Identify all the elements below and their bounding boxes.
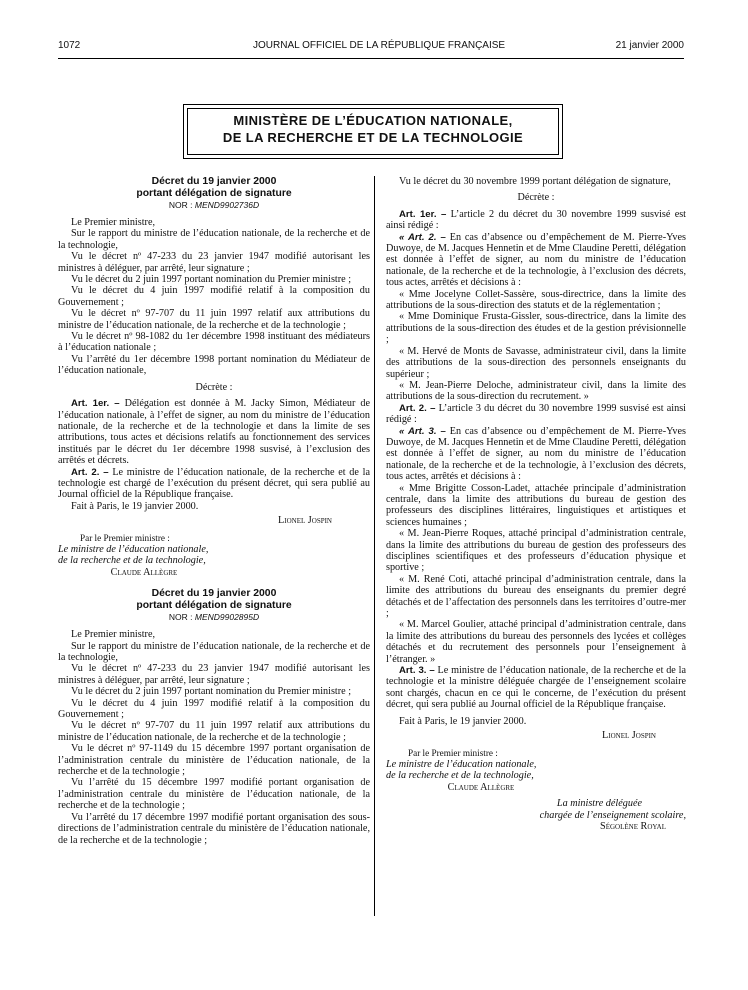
running-header: [58, 40, 684, 54]
decree1-title-2: portant délégation de signature: [136, 188, 292, 199]
decree2-quote-1-item: « M. Hervé de Monts de Savasse, administrateur civil, dans la limite des attributions de la sous-direction des personnels enseignants du supérieur ;: [386, 345, 686, 380]
decree1-nor: [58, 200, 370, 211]
decree1-minister-title-1: Le ministre de l’éducation nationale,: [58, 543, 209, 555]
decree2-fait: Fait à Paris, le 19 janvier 2000.: [399, 715, 527, 727]
decree2-minister-name: Claude Allègre: [447, 781, 515, 793]
decree1-article-1: [58, 398, 370, 466]
decree2-title-2: portant délégation de signature: [136, 600, 292, 612]
decree2-visa: Vu l’arrêté du 17 décembre 1997 modifié portant organisation des sous-directions de l’administration centrale du ministère de l’éducation nationale, de la recherche et de la technologie ;: [58, 811, 370, 846]
decree2-decrete: Décrète :: [517, 192, 555, 204]
decree2-nor: [58, 612, 370, 623]
decree2-deleg-name: Ségolène Royal: [600, 820, 666, 832]
decree1-signatory: Lionel Jospin: [278, 515, 332, 527]
decree2-visa: Sur le rapport du ministre de l’éducation nationale, de la recherche et de la technologie,: [58, 640, 370, 663]
decree1-fait: Fait à Paris, le 19 janvier 2000.: [71, 500, 199, 512]
decree1-title-1: Décret du 19 janvier 2000: [151, 176, 277, 187]
decree1-intro: Le Premier ministre,: [71, 217, 156, 228]
decree2-article-2: [386, 403, 686, 426]
decree1-visa: Vu le décret nº 98-1082 du 1er décembre 1998 instituant des médiateurs à l’éducation nationale ;: [58, 331, 370, 354]
header-rule: [58, 58, 684, 59]
article-label: Art. 3. –: [399, 665, 435, 677]
article-label: Art. 1er. –: [71, 398, 120, 410]
decree2-quote-2: [386, 426, 686, 483]
nor-label: NOR :: [168, 612, 193, 623]
decree1-visa: Sur le rapport du ministre de l’éducation nationale, de la recherche et de la technologie,: [58, 228, 370, 251]
decree2-quote-1-item: « Mme Jocelyne Collet-Sassère, sous-directrice, dans la limite des attributions de la sous-direction des statuts et de la réglementation ;: [386, 288, 686, 312]
article-label: Art. 1er. –: [399, 208, 447, 220]
article-text: L’article 3 du décret du 30 novembre 1999 susvisé est ainsi rédigé :: [386, 402, 686, 426]
decree2-article-3: [386, 665, 686, 711]
decree1-article-2: [58, 467, 370, 501]
decree1-visa: Vu le décret nº 97-707 du 11 juin 1997 relatif aux attributions du ministre de l’éducation nationale, de la recherche et de la technologie ;: [58, 308, 370, 331]
decree2-visa: Vu le décret nº 97-707 du 11 juin 1997 relatif aux attributions du ministre de l’éducation nationale, de la recherche et de la technologie ;: [58, 720, 370, 743]
decree2-quote-2-item: « Mme Brigitte Cosson-Ladet, attachée principale d’administration centrale, dans la limite des attributions du bureau de gestion des professeurs des disciplines littéraires, linguistiques et artistiques et sciences humaines ;: [386, 482, 686, 528]
decree1-visa: Vu le décret du 4 juin 1997 modifié relatif à la composition du Gouvernement ;: [58, 285, 370, 308]
decree1-par: Par le Premier ministre :: [80, 532, 170, 543]
article-text: Délégation est donnée à M. Jacky Simon, Médiateur de l’éducation nationale, à l’effet de signer, au nom du ministre de l’éducation nationale, de la recherche et de la technologie et dans la limite de ses attributions, tous actes et décisions relatifs au fonctionnement des services institués par le décret du 1er décembre 1998 susvisé, à l’exclusion des arrêtés et décrets.: [58, 398, 371, 467]
quote-text: En cas d’absence ou d’empêchement de M. Pierre-Yves Duwoye, de M. Jacques Hennetin et de Mme Claudine Peretti, délégation est donnée à l’effet de signer, au nom du ministre de l’éducation nationale, de la recherche et de la technologie, à l’exclusion des décrets, tous actes, arrêtés et décisions à :: [386, 231, 686, 289]
right-column: [386, 176, 686, 832]
decree2-quote-1: [386, 232, 686, 289]
page-number: 1072: [58, 40, 81, 51]
article-label: Art. 2. –: [399, 402, 436, 414]
journal-title: JOURNAL OFFICIEL DE LA RÉPUBLIQUE FRANÇAISE: [253, 40, 506, 51]
nor-code: MEND9902736D: [194, 200, 260, 210]
decree2-title-1: Décret du 19 janvier 2000: [151, 588, 277, 600]
decree2-minister-title-2: de la recherche et de la technologie,: [386, 770, 534, 782]
decree1-minister-title-2: de la recherche et de la technologie,: [58, 555, 206, 567]
decree2-deleg-title-1: La ministre déléguée: [556, 798, 642, 810]
column-divider: [374, 176, 375, 916]
ministry-heading-box: [187, 108, 559, 155]
decree2-visa: Vu le décret nº 47-233 du 23 janvier 1947 modifié autorisant les ministres à déléguer, par arrêté, leur signature ;: [58, 663, 370, 686]
ministry-line-1: MINISTÈRE DE L’ÉDUCATION NATIONALE,: [233, 113, 513, 128]
decree2-visa: Vu le décret du 4 juin 1997 modifié relatif à la composition du Gouvernement ;: [58, 697, 370, 721]
quote-label: « Art. 3. –: [399, 425, 446, 437]
left-column: [58, 176, 370, 846]
decree2-quote-2-item: « M. René Coti, attaché principal d’administration centrale, dans la limite des attributions du bureau des enseignants du premier degré détachés et de l’affectation des personnels dans les territoires d’outre-mer ;: [386, 573, 686, 620]
nor-code: MEND9902895D: [194, 612, 260, 623]
decree2-visa: Vu le décret nº 97-1149 du 15 décembre 1997 portant organisation de l’administration centrale du ministère de l’éducation nationale, de la recherche et de la technologie ;: [58, 743, 370, 778]
decree2-quote-2-item: « M. Marcel Goulier, attaché principal d’administration centrale, dans la limite des attributions du bureau des personnels des lycées et collèges détachés et du recrutement des personnels pour l’enseignement à l’étranger. »: [386, 619, 686, 665]
issue-date: 21 janvier 2000: [615, 40, 684, 51]
decree1-visa: Vu le décret du 2 juin 1997 portant nomination du Premier ministre ;: [71, 274, 352, 286]
decree1-visa: Vu l’arrêté du 1er décembre 1998 portant nomination du Médiateur de l’éducation nationale,: [58, 353, 370, 377]
decree2-deleg-title-2: chargée de l’enseignement scolaire,: [539, 809, 686, 821]
quote-label: « Art. 2. –: [399, 231, 446, 243]
decree2-visa: Vu le décret du 30 novembre 1999 portant délégation de signature,: [399, 176, 671, 187]
decree1-minister-name: Claude Allègre: [110, 566, 178, 578]
ministry-line-2: DE LA RECHERCHE ET DE LA TECHNOLOGIE: [222, 130, 524, 145]
decree2-article-1: [386, 209, 686, 232]
quote-text: En cas d’absence ou d’empêchement de M. Pierre-Yves Duwoye, de M. Jacques Hennetin et de Mme Claudine Peretti, délégation est donnée à l’effet de signer, au nom du ministre de l’éducation nationale, de la recherche et de la technologie, à l’exclusion des décrets, tous actes, arrêtés et décisions à :: [386, 425, 686, 483]
decree2-quote-1-item: « Mme Dominique Frusta-Gissler, sous-directrice, dans la limite des attributions de la sous-direction des études et de la gestion prévisionnelle ;: [386, 311, 686, 346]
decree2-visa: Vu le décret du 2 juin 1997 portant nomination du Premier ministre ;: [71, 686, 352, 698]
decree2-quote-2-item: « M. Jean-Pierre Roques, attaché principal d’administration centrale, dans la limite des attributions du bureau de gestion des professeurs des disciplines scientifiques et des professeurs d’éducation physique et sportive ;: [386, 528, 686, 574]
decree1-visa: Vu le décret nº 47-233 du 23 janvier 1947 modifié autorisant les ministres à déléguer, par arrêté, leur signature ;: [58, 251, 370, 274]
decree2-minister-title-1: Le ministre de l’éducation nationale,: [386, 758, 537, 770]
decree1-decrete: Décrète :: [195, 381, 233, 393]
article-label: Art. 2. –: [71, 466, 109, 478]
decree2-par: Par le Premier ministre :: [408, 747, 498, 758]
article-text: Le ministre de l’éducation nationale, de la recherche et de la technologie est chargé de l’exécution du présent décret, qui sera publié au Journal officiel de la République française.: [58, 466, 371, 501]
decree2-intro: Le Premier ministre,: [71, 629, 156, 641]
decree2-quote-1-item: « M. Jean-Pierre Deloche, administrateur civil, dans la limite des attributions de la sous-direction du recrutement. »: [386, 379, 686, 403]
nor-label: NOR :: [168, 200, 193, 210]
decree2-visa: Vu l’arrêté du 15 décembre 1997 modifié portant organisation de l’administration centrale du ministère de l’éducation nationale, de la recherche et de la technologie ;: [58, 777, 370, 812]
decree2-signatory: Lionel Jospin: [602, 730, 656, 742]
article-text: L’article 2 du décret du 30 novembre 1999 susvisé est ainsi rédigé :: [386, 208, 687, 232]
article-text: Le ministre de l’éducation nationale, de la recherche et de la technologie et la ministre déléguée chargée de l’enseignement scolaire sont chargés, chacun en ce qui le concerne, de l’exécution du présent décret, qui sera publié au Journal officiel de la République française.: [386, 665, 686, 711]
